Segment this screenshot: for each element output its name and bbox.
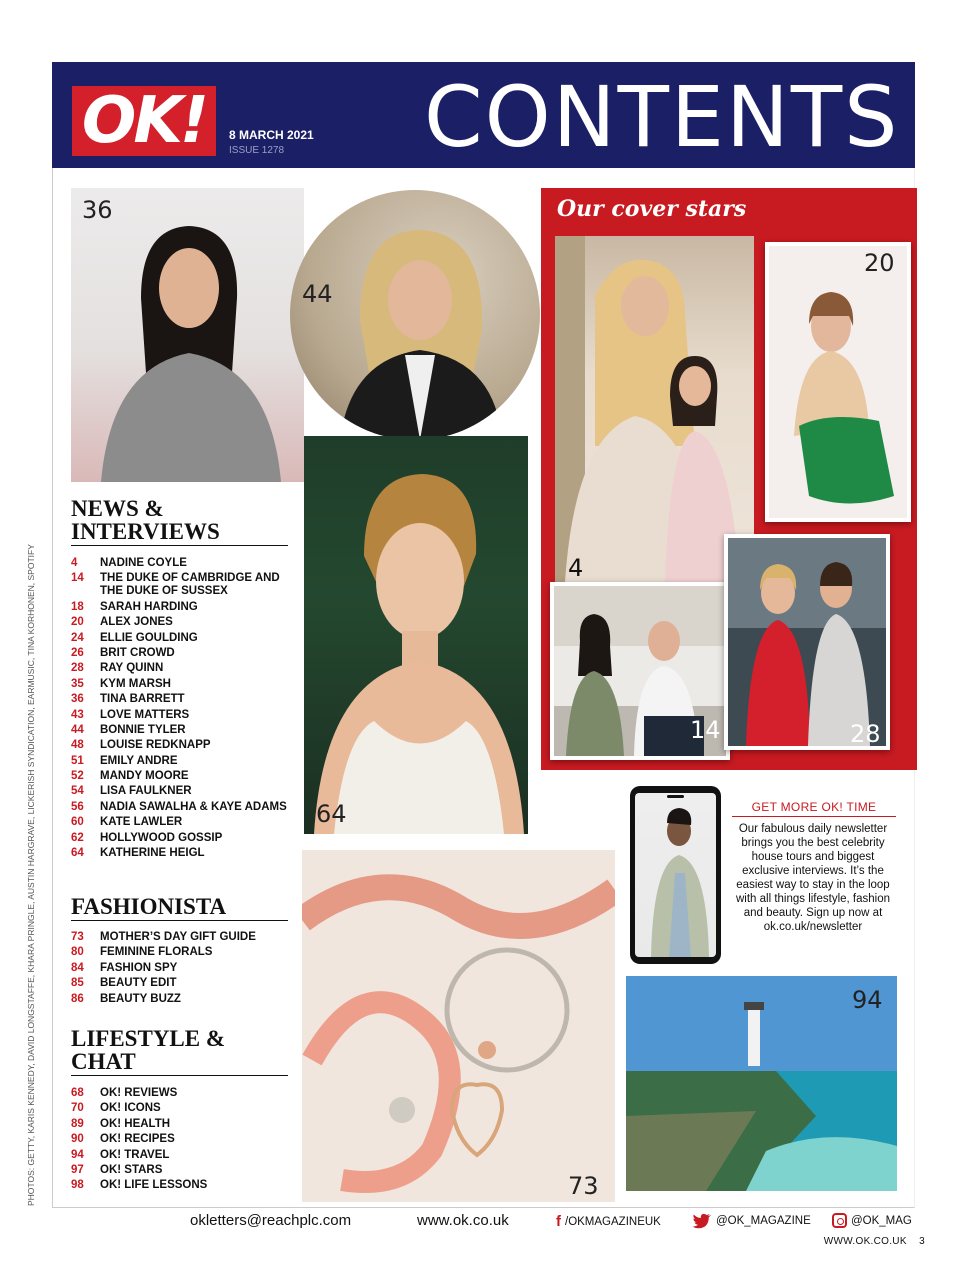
contents-item[interactable] [71, 977, 301, 990]
contents-item-title: BEAUTY EDIT [100, 977, 177, 990]
contents-item[interactable] [71, 816, 301, 829]
photo-page-number: 28 [850, 720, 881, 748]
issue-date: 8 MARCH 2021 [229, 128, 314, 142]
contents-item[interactable] [71, 946, 301, 959]
page-number: 3 [919, 1236, 925, 1247]
contents-item-title: HOLLYWOOD GOSSIP [100, 831, 223, 844]
contents-item-page: 90 [71, 1133, 84, 1146]
contents-item-title: RAY QUINN [100, 662, 164, 675]
footer-instagram[interactable] [832, 1213, 912, 1228]
contents-item[interactable] [71, 785, 301, 798]
contents-item-title: FASHION SPY [100, 961, 178, 974]
photo-page-number: 14 [690, 716, 721, 744]
jewellery-illustration [302, 850, 615, 1202]
contents-item-page: 18 [71, 600, 84, 613]
contents-item[interactable] [71, 678, 301, 691]
instagram-icon [832, 1213, 847, 1228]
contents-item[interactable] [71, 1179, 301, 1192]
contents-item-title: KATE LAWLER [100, 816, 183, 829]
facebook-icon: f [556, 1213, 561, 1230]
contents-item[interactable] [71, 739, 301, 752]
photo-katherine-heigl[interactable] [304, 436, 528, 834]
contents-item-title: OK! LIFE LESSONS [100, 1179, 208, 1192]
photo-page-number: 4 [568, 554, 584, 582]
contents-item[interactable] [71, 962, 301, 975]
contents-item-title: BONNIE TYLER [100, 723, 186, 736]
photo-nadine-coyle[interactable] [555, 236, 754, 582]
contents-item-title: NADINE COYLE [100, 557, 187, 569]
cover-stars-title: Our cover stars [557, 196, 747, 222]
contents-item-page: 51 [71, 754, 84, 767]
phone-screen [635, 793, 716, 957]
contents-item-title: LOUISE REDKNAPP [100, 739, 211, 752]
contents-item-title: OK! TRAVEL [100, 1148, 170, 1161]
news-interviews-list [71, 557, 301, 862]
page-title: CONTENTS [424, 68, 900, 166]
contents-item-page: 73 [71, 931, 84, 943]
contents-item-title: ELLIE GOULDING [100, 631, 198, 644]
contents-item[interactable] [71, 557, 301, 570]
contents-item[interactable] [71, 847, 301, 860]
contents-item-page: 80 [71, 946, 84, 959]
instagram-handle: @OK_MAG [851, 1214, 912, 1227]
contents-item[interactable] [71, 1118, 301, 1131]
contents-item[interactable] [71, 1149, 301, 1162]
photo-alex-jones[interactable] [765, 242, 911, 522]
contents-item[interactable] [71, 993, 301, 1006]
portrait-illustration [304, 436, 528, 834]
contents-item-page: 56 [71, 800, 84, 813]
contents-item[interactable] [71, 931, 301, 944]
photo-tina-barrett[interactable] [71, 188, 304, 482]
page-footer-url: WWW.OK.CO.UK [823, 1236, 907, 1247]
contents-item-page: 86 [71, 992, 84, 1005]
contents-item-title: KYM MARSH [100, 677, 171, 690]
contents-item-title: TINA BARRETT [100, 693, 185, 706]
contents-item-page: 28 [71, 662, 84, 675]
contents-item-title: MOTHER’S DAY GIFT GUIDE [100, 931, 256, 943]
contents-item-title: OK! RECIPES [100, 1133, 175, 1146]
contents-item-page: 4 [71, 557, 78, 569]
contents-item-page: 98 [71, 1179, 84, 1192]
contents-item-page: 43 [71, 708, 84, 721]
contents-item-title: LISA FAULKNER [100, 785, 192, 798]
contents-item-title: KATHERINE HEIGL [100, 847, 205, 860]
contents-item-page: 35 [71, 677, 84, 690]
facebook-handle: /OKMAGAZINEUK [565, 1215, 661, 1228]
photo-bonnie-tyler[interactable] [290, 190, 540, 440]
newsletter-body: Our fabulous daily newsletter brings you the best celebrity house tours and biggest exclusive interviews. It’s the easiest way to stay in the loop with all things lifestyle, fashion and beauty. Sign up now at ok.co.uk/newsletter [735, 823, 891, 933]
contents-item-page: 48 [71, 739, 84, 752]
portrait-illustration [769, 246, 907, 518]
contents-item[interactable] [71, 755, 301, 768]
phone-mockup [630, 786, 721, 964]
contents-item-title: SARAH HARDING [100, 600, 198, 613]
contents-item[interactable] [71, 572, 301, 598]
contents-item-title: BEAUTY BUZZ [100, 992, 181, 1005]
contents-item[interactable] [71, 1087, 301, 1100]
contents-item-page: 44 [71, 723, 84, 736]
section-title-fashionista: FASHIONISTA [71, 895, 288, 921]
contents-item-page: 60 [71, 816, 84, 829]
photo-page-number: 44 [302, 280, 333, 308]
contents-item-page: 62 [71, 831, 84, 844]
portrait-illustration [728, 538, 886, 746]
twitter-icon [692, 1213, 712, 1229]
contents-item-page: 14 [71, 572, 84, 585]
footer-facebook[interactable] [556, 1213, 661, 1230]
contents-item-title: BRIT CROWD [100, 646, 175, 659]
section-title-news-interviews: NEWS & INTERVIEWS [71, 497, 288, 546]
contents-item[interactable] [71, 1102, 301, 1115]
contents-item[interactable] [71, 1164, 301, 1177]
contents-item[interactable] [71, 647, 301, 660]
contents-item-title: THE DUKE OF CAMBRIDGE AND THE DUKE OF SUSSEX [100, 572, 280, 598]
phone-notch [667, 795, 684, 798]
contents-item-title: FEMININE FLORALS [100, 946, 213, 959]
contents-item-page: 85 [71, 977, 84, 990]
contents-item-page: 97 [71, 1163, 84, 1176]
photo-page-number: 73 [568, 1172, 599, 1200]
footer-website[interactable]: www.ok.co.uk [417, 1212, 509, 1229]
portrait-illustration [71, 188, 304, 482]
photo-page-number: 36 [82, 196, 113, 224]
contents-item[interactable] [71, 662, 301, 675]
photo-credits: PHOTOS: GETTY, KARIS KENNEDY, DAVID LONGSTAFFE, KHARA PRINGLE, AUSTIN HARGRAVE, LICKERISH SYNDICATION, EARMUSIC, TINA KORHONEN, SPOTIFY [26, 544, 36, 1206]
contents-item[interactable] [71, 1133, 301, 1146]
contents-item-page: 24 [71, 631, 84, 644]
contents-item-page: 70 [71, 1102, 84, 1115]
contents-item-title: OK! ICONS [100, 1102, 161, 1115]
contents-item[interactable] [71, 801, 301, 814]
contents-item[interactable] [71, 832, 301, 845]
contents-item-page: 26 [71, 646, 84, 659]
contents-item[interactable] [71, 709, 301, 722]
contents-item-title: EMILY ANDRE [100, 754, 178, 767]
contents-item-title: OK! REVIEWS [100, 1087, 178, 1099]
contents-item-title: NADIA SAWALHA & KAYE ADAMS [100, 800, 287, 813]
issue-number: ISSUE 1278 [229, 145, 285, 156]
contents-item-page: 54 [71, 785, 84, 798]
contents-item-page: 20 [71, 616, 84, 629]
page-footer-tag [824, 1236, 925, 1247]
footer-twitter[interactable] [692, 1213, 811, 1229]
photo-ray-quinn[interactable] [724, 534, 890, 750]
contents-item-page: 94 [71, 1148, 84, 1161]
contents-item[interactable] [71, 601, 301, 614]
footer-email[interactable]: okletters@reachplc.com [190, 1212, 352, 1229]
contents-item-page: 89 [71, 1117, 84, 1130]
portrait-illustration [555, 236, 754, 582]
contents-item[interactable] [71, 632, 301, 645]
lifestyle-chat-list [71, 1087, 301, 1195]
contents-item-title: ALEX JONES [100, 616, 173, 629]
contents-item[interactable] [71, 693, 301, 706]
contents-item-title: MANDY MOORE [100, 770, 189, 783]
contents-item-page: 52 [71, 770, 84, 783]
twitter-handle: @OK_MAGAZINE [716, 1215, 811, 1227]
contents-item-page: 36 [71, 693, 84, 706]
contents-item[interactable] [71, 616, 301, 629]
contents-item[interactable] [71, 724, 301, 737]
newsletter-title: GET MORE OK! TIME [732, 800, 896, 817]
contents-item-page: 68 [71, 1087, 84, 1099]
contents-item-title: OK! STARS [100, 1163, 163, 1176]
ok-logo[interactable]: OK! [72, 86, 216, 156]
model-illustration [635, 793, 716, 957]
portrait-illustration [290, 190, 540, 440]
contents-item-title: LOVE MATTERS [100, 708, 190, 721]
contents-item[interactable] [71, 770, 301, 783]
photo-page-number: 94 [852, 986, 883, 1014]
fashionista-list [71, 931, 301, 1008]
contents-item-title: OK! HEALTH [100, 1117, 171, 1130]
section-title-lifestyle-chat: LIFESTYLE & CHAT [71, 1027, 288, 1076]
contents-item-page: 84 [71, 961, 84, 974]
photo-page-number: 64 [316, 800, 347, 828]
contents-item-page: 64 [71, 847, 84, 860]
photo-page-number: 20 [864, 249, 895, 277]
photo-pandora-jewellery[interactable] [302, 850, 615, 1202]
